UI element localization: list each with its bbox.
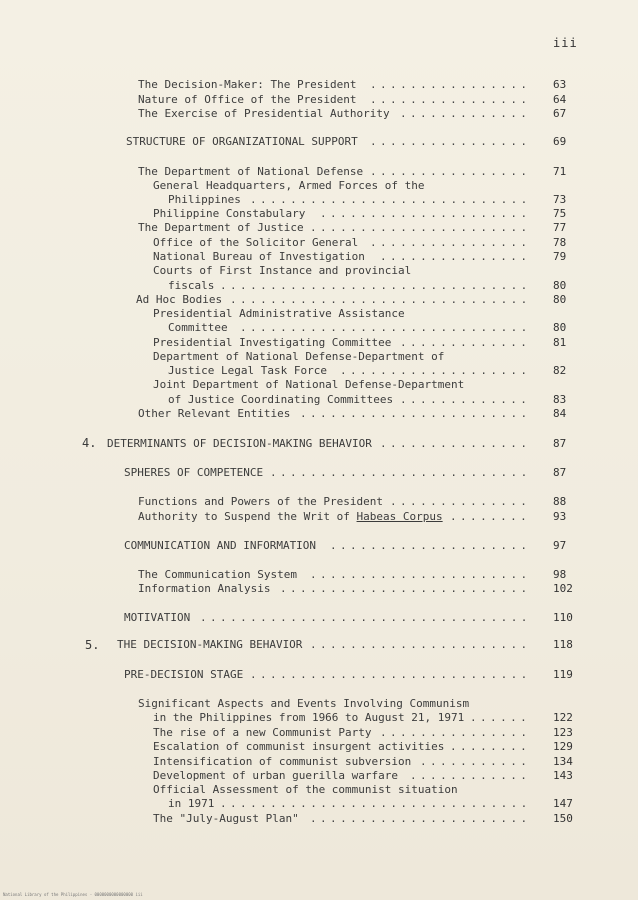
toc-entry-title [153,336,391,350]
dot-leader: ........ [450,510,531,523]
toc-entry [0,510,638,524]
toc-entry-text: Presidential Investigating Committee [153,336,392,349]
toc-entry-text: Intensification of communist subversion [153,755,412,768]
toc-entry-page: 134 [553,755,573,768]
toc-entry-text: Development of urban guerilla warfare [153,769,399,782]
toc-entry [0,407,638,421]
toc-entry-text: fiscals [168,279,215,292]
toc-entry-title [153,740,444,754]
toc-entry-text: SPHERES OF COMPETENCE [124,466,264,479]
dot-leader: ................ [370,93,531,106]
toc-entry-text: in 1971 [168,797,215,810]
toc-entry-title [138,93,357,107]
toc-entry-text: The "July-August Plan" [153,812,299,825]
toc-entry [0,336,638,350]
toc-entry-text: The Department of Justice [138,221,304,234]
toc-entry-title [153,307,405,321]
toc-entry-text: The Decision-Maker: The President [138,78,357,91]
toc-entry-page: 71 [553,165,567,178]
toc-entry-page: 129 [553,740,573,753]
toc-entry-page: 81 [553,336,567,349]
toc-entry-underlined-text: Habeas Corpus [356,510,443,523]
toc-entry-page: 93 [553,510,567,523]
toc-entry [0,769,638,783]
toc-entry-title [138,510,443,524]
toc-entry-text: Functions and Powers of the President [138,495,384,508]
toc-entry-page: 119 [553,668,573,681]
toc-entry-title [138,495,383,509]
toc-entry-title [138,582,270,596]
toc-entry-page: 143 [553,769,573,782]
dot-leader: ......................... [280,582,531,595]
toc-entry-title [124,611,190,625]
toc-entry-page: 98 [553,568,567,581]
toc-entry-page: 75 [553,207,567,220]
toc-entry-text: DETERMINANTS OF DECISION-MAKING BEHAVIOR [107,437,372,450]
toc-entry-text: COMMUNICATION AND INFORMATION [124,539,317,552]
toc-entry-text: Significant Aspects and Events Involving Communism [138,697,470,710]
toc-entry-text: PRE-DECISION STAGE [124,668,244,681]
toc-entry [0,364,638,378]
toc-entry [0,179,638,193]
toc-entry-text: National Bureau of Investigation [153,250,365,263]
toc-entry-text: Other Relevant Entities [138,407,291,420]
toc-entry-title [124,539,316,553]
dot-leader: ........... [420,755,531,768]
toc-entry-title [138,165,363,179]
toc-entry-title [153,726,372,740]
dot-leader: ...................... [310,812,531,825]
dot-leader: ....................... [300,407,531,420]
toc-entry [0,135,638,149]
toc-entry-text: Nature of Office of the President [138,93,357,106]
toc-entry-text: The Exercise of Presidential Authority [138,107,390,120]
toc-entry-page: 83 [553,393,567,406]
toc-entry-title [136,293,222,307]
dot-leader: ............. [400,336,531,349]
toc-entry-title [153,264,411,278]
toc-entry-title [138,107,390,121]
toc-entry-text: Information Analysis [138,582,271,595]
toc-entry-text: Department of National Defense-Department of [153,350,445,363]
toc-entry-text: The Communication System [138,568,297,581]
toc-entry-title [138,407,290,421]
toc-entry-text: MOTIVATION [124,611,191,624]
toc-entry-text: Courts of First Instance and provincial [153,264,412,277]
toc-entry [0,93,638,107]
toc-entry [0,321,638,335]
toc-entry-page: 102 [553,582,573,595]
toc-entry-title [168,321,228,335]
toc-entry-page: 78 [553,236,567,249]
toc-entry-title [168,797,214,811]
toc-entry-page: 123 [553,726,573,739]
toc-entry [0,797,638,811]
dot-leader: ................................. [200,611,531,624]
toc-entry [0,107,638,121]
toc-entry [0,582,638,596]
toc-entry-text: STRUCTURE OF ORGANIZATIONAL SUPPORT [126,135,358,148]
dot-leader: ............ [410,769,531,782]
dot-leader: ..................... [320,207,531,220]
toc-entry [0,668,638,682]
toc-entry [0,755,638,769]
toc-entry-title [138,221,304,235]
toc-entry [0,193,638,207]
toc-entry-page: 87 [553,466,567,479]
dot-leader: .......................... [270,466,531,479]
dot-leader: ............................... [220,797,531,810]
toc-entry-page: 122 [553,711,573,724]
toc-entry-text: Philippine Constabulary [153,207,306,220]
toc-entry-page: 69 [553,135,567,148]
dot-leader: .............................. [230,293,531,306]
toc-entry-page: 79 [553,250,567,263]
dot-leader: ............. [400,393,531,406]
toc-entry [0,812,638,826]
dot-leader: ............................... [220,279,531,292]
toc-entry-title [153,236,358,250]
toc-entry-page: 73 [553,193,567,206]
toc-entry-text: Justice Legal Task Force [168,364,327,377]
dot-leader: ........ [450,740,531,753]
toc-entry-text: Office of the Solicitor General [153,236,359,249]
toc-entry-page: 150 [553,812,573,825]
toc-entry [0,264,638,278]
toc-entry-page: 118 [553,638,573,651]
toc-entry-page: 87 [553,437,567,450]
toc-entry [0,393,638,407]
dot-leader: ................ [370,236,531,249]
toc-entry [0,236,638,250]
toc-entry-title [168,364,327,378]
toc-entry-title [153,378,464,392]
dot-leader: .................... [330,539,531,552]
toc-entry-title [168,393,393,407]
dot-leader: ................ [370,78,531,91]
toc-entry [0,279,638,293]
toc-entry-text: Authority to Suspend the Writ of [138,510,357,523]
toc-entry-text: Joint Department of National Defense-Department [153,378,465,391]
toc-entry-page: 63 [553,78,567,91]
page-number: iii [553,36,578,50]
toc-entry-page: 80 [553,293,567,306]
toc-entry-page: 67 [553,107,567,120]
toc-entry-title [153,783,458,797]
toc-entry [0,378,638,392]
toc-entry [0,568,638,582]
toc-entry-title [124,668,243,682]
toc-entry-page: 77 [553,221,567,234]
dot-leader: ...................... [310,221,531,234]
toc-entry-title [117,638,302,652]
toc-entry-title [153,769,398,783]
dot-leader: ............... [380,437,531,450]
toc-entry [0,466,638,480]
toc-entry [0,165,638,179]
toc-entry-text: Presidential Administrative Assistance [153,307,405,320]
toc-entry-text: Philippines [168,193,241,206]
toc-entry-text: Ad Hoc Bodies [136,293,223,306]
toc-entry-title [153,755,411,769]
toc-entry-page: 80 [553,279,567,292]
toc-entry-text: in the Philippines from 1966 to August 21, 1971 [153,711,465,724]
toc-entry-title [153,812,299,826]
toc-entry-text: THE DECISION-MAKING BEHAVIOR [117,638,303,651]
toc-entry [0,539,638,553]
dot-leader: ............................ [250,668,531,681]
toc-entry-text: The Department of National Defense [138,165,364,178]
toc-entry [0,350,638,364]
toc-entry-title [138,568,297,582]
dot-leader: ............... [380,250,531,263]
toc-entry-page: 82 [553,364,567,377]
toc-entry-title [153,179,425,193]
toc-entry-title [168,193,241,207]
toc-entry-title [107,437,372,451]
toc-entry [0,307,638,321]
toc-entry-page: 110 [553,611,573,624]
dot-leader: ................ [370,135,531,148]
toc-entry-title [126,135,358,149]
toc-entry [0,726,638,740]
toc-entry [0,207,638,221]
chapter-number-5: 5. [85,638,100,652]
toc-entry [0,697,638,711]
dot-leader: ............................. [240,321,531,334]
dot-leader: ................... [340,364,531,377]
dot-leader: ................ [370,165,531,178]
toc-entry [0,783,638,797]
toc-entry-text: Committee [168,321,228,334]
toc-entry-title [153,207,305,221]
toc-entry-text: Escalation of communist insurgent activities [153,740,445,753]
toc-entry [0,711,638,725]
toc-entry-page: 88 [553,495,567,508]
chapter-number-4: 4. [82,436,97,450]
toc-entry [0,293,638,307]
toc-entry-page: 64 [553,93,567,106]
dot-leader: ...... [470,711,531,724]
toc-entry-page: 84 [553,407,567,420]
toc-entry [0,250,638,264]
toc-entry-title [124,466,263,480]
dot-leader: ............... [380,726,531,739]
toc-entry [0,221,638,235]
toc-entry [0,740,638,754]
toc-entry-page: 97 [553,539,567,552]
dot-leader: ...................... [310,568,531,581]
toc-entry-text: The rise of a new Communist Party [153,726,372,739]
toc-entry-title [168,279,214,293]
toc-entry [0,437,638,451]
toc-entry-title [153,711,464,725]
toc-entry-text: General Headquarters, Armed Forces of the [153,179,425,192]
toc-entry [0,78,638,92]
toc-entry-page: 80 [553,321,567,334]
toc-entry-page: 147 [553,797,573,810]
dot-leader: ............................ [250,193,531,206]
toc-entry-title [153,350,444,364]
toc-entry-text: of Justice Coordinating Committees [168,393,394,406]
toc-entry-title [138,697,469,711]
toc-entry [0,495,638,509]
toc-entry [0,611,638,625]
toc-entry [0,638,638,652]
toc-entry-text: Official Assessment of the communist situation [153,783,458,796]
toc-entry-title [153,250,365,264]
toc-entry-title [138,78,357,92]
footer-text: National Library of the Philippines - 0000000000000000 iii [3,892,143,897]
dot-leader: ...................... [310,638,531,651]
dot-leader: ............. [400,107,531,120]
dot-leader: .............. [390,495,531,508]
